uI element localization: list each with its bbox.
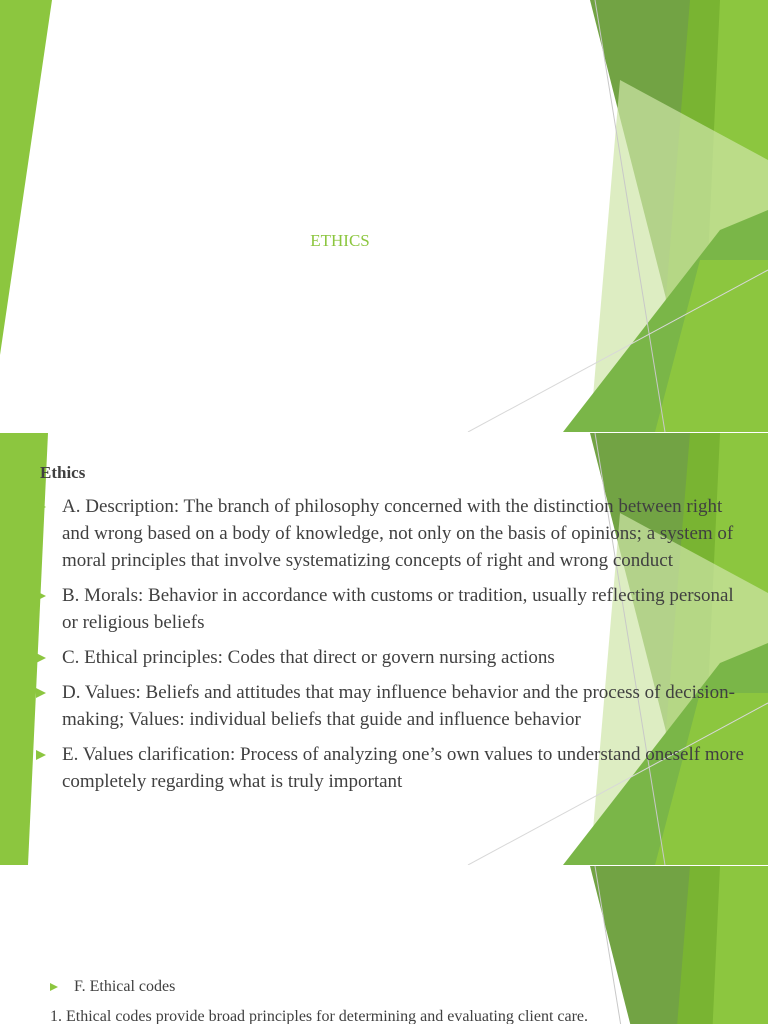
slide-title: ETHICS (310, 231, 370, 250)
bullet-text: A. Description: The branch of philosophy concerned with the distinction between right and wrong based on a body of knowledge, not only on the basis of opinions; a system of moral principles that involve systematizing concepts of right and wrong conduct (62, 496, 734, 571)
green-triangle-arrow-icon (36, 502, 46, 512)
green-triangle-arrow-icon (36, 591, 46, 601)
ethics-content-slide (0, 433, 768, 865)
slide-decoration (0, 866, 768, 1024)
slide-decoration (0, 0, 768, 432)
green-triangle-arrow-icon (50, 983, 58, 991)
numbered-line: 1. Ethical codes provide broad principles for determining and evaluating client care. (50, 1008, 589, 1024)
bullet-item-values-clarification (36, 741, 746, 795)
bullet-text: B. Morals: Behavior in accordance with customs or tradition, usually reflecting personal or religious beliefs (62, 585, 734, 633)
ethical-codes-slide (0, 866, 768, 1024)
bullet-text: D. Values: Beliefs and attitudes that may influence behavior and the process of decision-making; Values: individual beliefs that guide and influence behavior (62, 682, 735, 730)
bullet-text: F. Ethical codes (74, 978, 176, 995)
bullet-item-values (36, 679, 746, 733)
green-triangle-arrow-icon (36, 688, 46, 698)
title-slide (0, 0, 768, 432)
bullet-item-ethical-principles (36, 644, 746, 671)
bullet-item-description (36, 493, 746, 574)
bullet-list (36, 493, 746, 803)
green-triangle-arrow-icon (36, 653, 46, 663)
section-heading: Ethics (40, 463, 86, 482)
bullet-item-morals (36, 582, 746, 636)
bullet-text: E. Values clarification: Process of analyzing one’s own values to understand oneself more completely regarding what is truly important (62, 744, 744, 792)
bullet-text: C. Ethical principles: Codes that direct or govern nursing actions (62, 647, 555, 668)
bullet-item-ethical-codes (50, 978, 175, 996)
green-triangle-arrow-icon (36, 750, 46, 760)
